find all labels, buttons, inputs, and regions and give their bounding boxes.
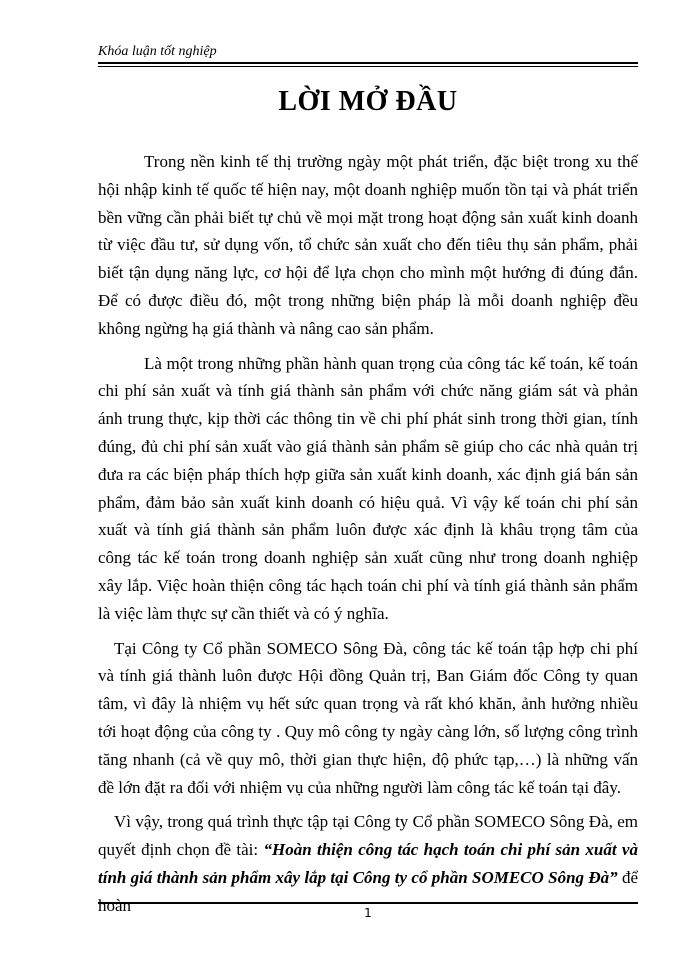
document-body bbox=[98, 148, 638, 927]
paragraph-4-tail: để hoàn bbox=[98, 867, 638, 915]
thesis-topic: “Hoàn thiện công tác hạch toán chi phí sản xuất và tính giá thành sản phẩm xây lắp tại Công ty cổ phần SOMECO Sông Đà” bbox=[98, 840, 638, 887]
running-header: Khóa luận tốt nghiệp bbox=[98, 44, 217, 59]
footer-rule bbox=[98, 902, 638, 904]
paragraph-4-intro: Vì vậy, trong quá trình thực tập tại Công ty Cổ phần SOMECO Sông Đà, em quyết định chọn đề tài: bbox=[98, 812, 638, 860]
header-rule-thin bbox=[98, 66, 638, 67]
page-title: LỜI MỞ ĐẦU bbox=[278, 86, 458, 117]
paragraph-1: Trong nền kinh tế thị trường ngày một phát triển, đặc biệt trong xu thế hội nhập kinh tế quốc tế hiện nay, một doanh nghiệp muốn tồn tại và phát triển bền vững cần phải biết tự chủ về mọi mặt trong hoạt động sản xuất kinh doanh từ việc đầu tư, sử dụng vốn, tổ chức sản xuất cho đến tiêu thụ sản phẩm, phải biết tận dụng năng lực, cơ hội để lựa chọn cho mình một hướng đi đúng đắn. Để có được điều đó, một trong những biện pháp là mỗi doanh nghiệp đều không ngừng hạ giá thành và nâng cao sản phẩm. bbox=[98, 152, 638, 338]
header-rule-thick bbox=[98, 62, 638, 64]
page-number: 1 bbox=[364, 906, 372, 920]
paragraph-2: Là một trong những phần hành quan trọng của công tác kế toán, kế toán chi phí sản xuất và tính giá thành sản phẩm với chức năng giám sát và phản ánh trung thực, kịp thời các thông tin về chi phí phát sinh trong thời gian, tính đúng, đủ chi phí sản xuất vào giá thành sản phẩm sẽ giúp cho các nhà quản trị đưa ra các biện pháp thích hợp giữa sản xuất kinh doanh, xác định giá bán sản phẩm, đảm bảo sản xuất kinh doanh có hiệu quả. Vì vậy kế toán chi phí sản xuất và tính giá thành sản phẩm luôn được xác định là khâu trọng tâm của công tác kế toán trong doanh nghiệp sản xuất cũng như trong doanh nghiệp xây lắp. Việc hoàn thiện công tác hạch toán chi phí và tính giá thành sản phẩm là việc làm thực sự cần thiết và có ý nghĩa. bbox=[98, 353, 638, 623]
paragraph-3: Tại Công ty Cổ phần SOMECO Sông Đà, công tác kế toán tập hợp chi phí và tính giá thành luôn được Hội đồng Quản trị, Ban Giám đốc Công ty quan tâm, vì đây là nhiệm vụ hết sức quan trọng và rất khó khăn, ảnh hưởng nhiều tới hoạt động của công ty . Quy mô công ty ngày càng lớn, số lượng công trình tăng nhanh (cả về quy mô, thời gian thực hiện, độ phức tạp,…) là những vấn đề lớn đặt ra đối với nhiệm vụ của những người làm công tác kế toán tại đây. bbox=[98, 638, 638, 797]
